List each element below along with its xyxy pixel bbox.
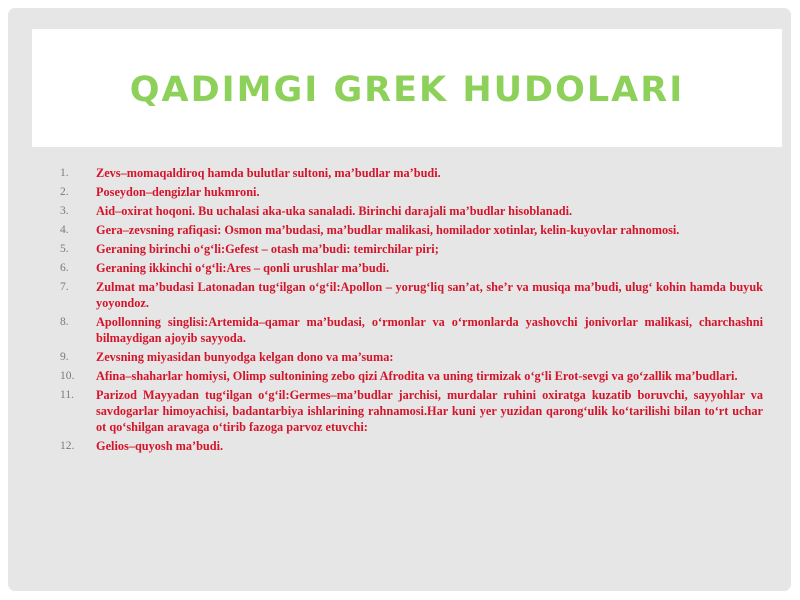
list-item-number: 6. [60,262,69,274]
list-item-number: 8. [60,316,69,328]
list-item-number: 3. [60,205,69,217]
list-item-number: 12. [60,440,75,452]
list-item-number: 9. [60,351,69,363]
list-item-number: 10. [60,370,75,382]
slide-title: QADIMGI GREK HUDOLARI [129,70,685,110]
list-item-number: 7. [60,281,69,293]
gods-list [60,165,763,457]
list-item-number: 5. [60,243,69,255]
title-box [32,29,782,147]
list-item-text: Zevs–momaqaldiroq hamda bulutlar sultoni, ma’budlar ma’budi. [96,166,441,180]
list-item [60,222,763,238]
list-item-number: 1. [60,167,69,179]
list-item-text: Apollonning singlisi:Artemida–qamar ma’budasi, o‘rmonlar va o‘rmonlarda yashovchi jonivorlar malikasi, charchashni bilmaydigan ajoyib sayyoda. [96,315,763,345]
list-item-text: Aid–oxirat hoqoni. Bu uchalasi aka-uka sanaladi. Birinchi darajali ma’budlar hisoblanadi. [96,204,573,218]
list-item-text: Gera–zevsning rafiqasi: Osmon ma’budasi, ma’budlar malikasi, homilador xotinlar, kelin-kuyovlar rahnomosi. [96,223,680,237]
list-item-text: Parizod Mayyadan tug‘ilgan o‘g‘il:Germes–ma’budlar jarchisi, murdalar ruhini oxiratga kuzatib boruvchi, sayyohlar va savdogarlar himoyachisi, badantarbiya ishlarining rahnamosi.Har kuni yer yuzidan qarong‘ulik ko‘tarilishi bilan to‘rt uchar ot qo‘shilgan aravaga o‘tirib fazoga parvoz etuvchi: [96,388,763,434]
list-item [60,279,763,311]
list-item [60,368,763,384]
list-item-text: Zulmat ma’budasi Latonadan tug‘ilgan o‘g‘il:Apollon – yorug‘liq san’at, she’r va musiqa ma’budi, ulug‘ kohin hamda buyuk yoyondoz. [96,280,763,310]
list-item [60,349,763,365]
list-item-text: Poseydon–dengizlar hukmroni. [96,185,260,199]
list-item-text: Gelios–quyosh ma’budi. [96,439,224,453]
list-item [60,387,763,435]
list-item [60,314,763,346]
list-item [60,260,763,276]
list-item-text: Zevsning miyasidan bunyodga kelgan dono va ma’suma: [96,350,394,364]
list-item-number: 4. [60,224,69,236]
list-item [60,165,763,181]
list-item [60,438,763,454]
list-item-text: Geraning birinchi o‘g‘li:Gefest – otash ma’budi: temirchilar piri; [96,242,439,256]
list-item-number: 2. [60,186,69,198]
list-item-text: Afina–shaharlar homiysi, Olimp sultonining zebo qizi Afrodita va uning tirmizak o‘g‘li Erot-sevgi va go‘zallik ma’budlari. [96,369,738,383]
list-item [60,241,763,257]
list-item [60,203,763,219]
slide [8,8,791,591]
list-item-number: 11. [60,389,74,401]
list-item [60,184,763,200]
list-item-text: Geraning ikkinchi o‘g‘li:Ares – qonli urushlar ma’budi. [96,261,390,275]
